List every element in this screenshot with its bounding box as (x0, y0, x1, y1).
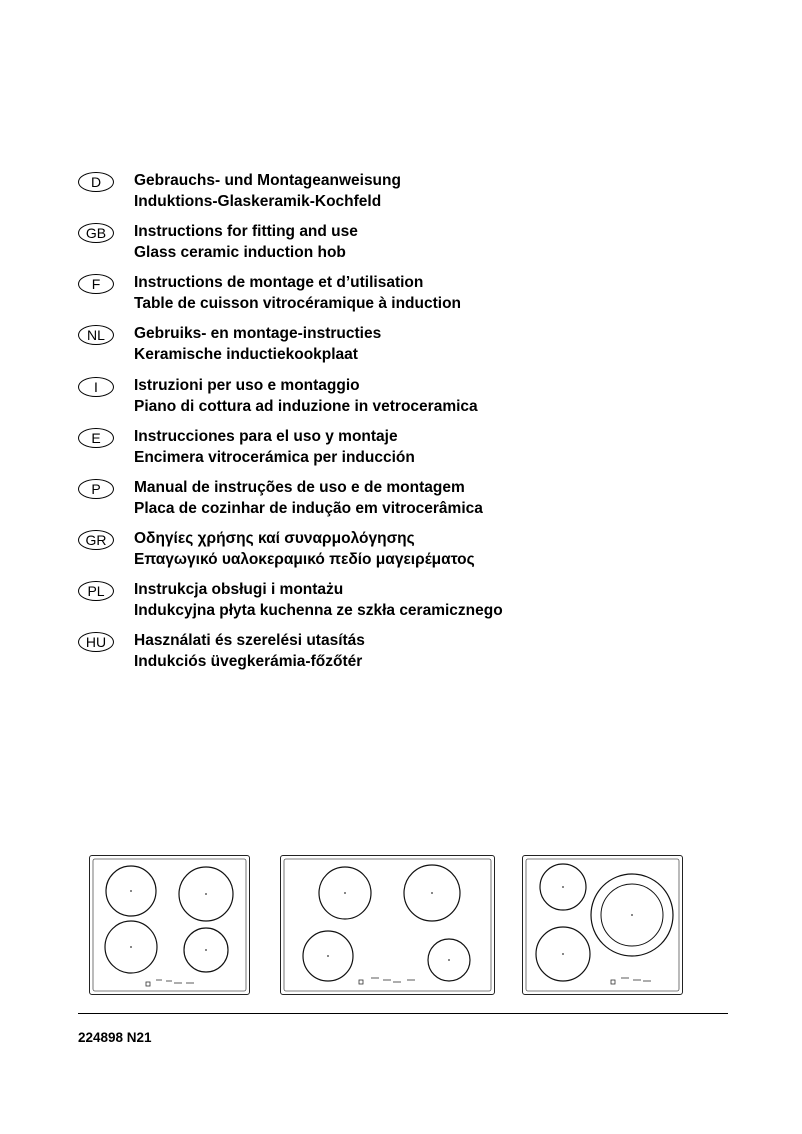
subtitle-line: Indukciós üvegkerámia-főzőtér (134, 653, 363, 670)
language-code-badge: F (78, 274, 114, 294)
subtitle-line: Table de cuisson vitrocéramique à induction (134, 295, 462, 312)
subtitle-line: Placa de cozinhar de indução em vitrocerâmica (134, 500, 483, 517)
language-code-badge: P (78, 479, 114, 499)
hob-illustration-four-zone (89, 855, 250, 995)
title-line: Manual de instruções de uso e de montagem (134, 479, 465, 496)
hob-diagram (90, 856, 249, 994)
language-code-badge: I (78, 377, 114, 397)
language-code-badge: E (78, 428, 114, 448)
hob-diagram (281, 856, 494, 994)
title-line: Használati és szerelési utasítás (134, 632, 365, 649)
language-code-badge: GR (78, 530, 114, 550)
hob-illustration-three-zone (522, 855, 683, 995)
subtitle-line: Indukcyjna płyta kuchenna ze szkła ceramicznego (134, 602, 503, 619)
subtitle-line: Keramische inductiekookplaat (134, 346, 358, 363)
language-code-badge: PL (78, 581, 114, 601)
title-line: Istruzioni per uso e montaggio (134, 377, 360, 394)
title-line: Instructions de montage et d’utilisation (134, 274, 424, 291)
footer-divider (78, 1013, 728, 1014)
title-line: Instrucciones para el uso y montaje (134, 428, 398, 445)
subtitle-line: Encimera vitrocerámica per inducción (134, 449, 415, 466)
title-line: Οδηγίες χρήσης καί συναρμολόγησης (134, 530, 415, 547)
subtitle-line: Induktions-Glaskeramik-Kochfeld (134, 193, 382, 210)
subtitle-line: Glass ceramic induction hob (134, 244, 346, 261)
title-line: Instructions for fitting and use (134, 223, 358, 240)
language-code-badge: D (78, 172, 114, 192)
title-line: Instrukcja obsługi i montażu (134, 581, 344, 598)
subtitle-line: Επαγωγικό υαλοκεραμικό πεδίο μαγειρέματος (134, 551, 475, 568)
document-number: 224898 N21 (78, 1030, 152, 1045)
language-code-badge: HU (78, 632, 114, 652)
hob-illustration-wide (280, 855, 495, 995)
hob-diagram (523, 856, 682, 994)
title-line: Gebruiks- en montage-instructies (134, 325, 382, 342)
title-line: Gebrauchs- und Montageanweisung (134, 172, 401, 189)
language-code-badge: NL (78, 325, 114, 345)
subtitle-line: Piano di cottura ad induzione in vetroceramica (134, 398, 478, 415)
language-code-badge: GB (78, 223, 114, 243)
